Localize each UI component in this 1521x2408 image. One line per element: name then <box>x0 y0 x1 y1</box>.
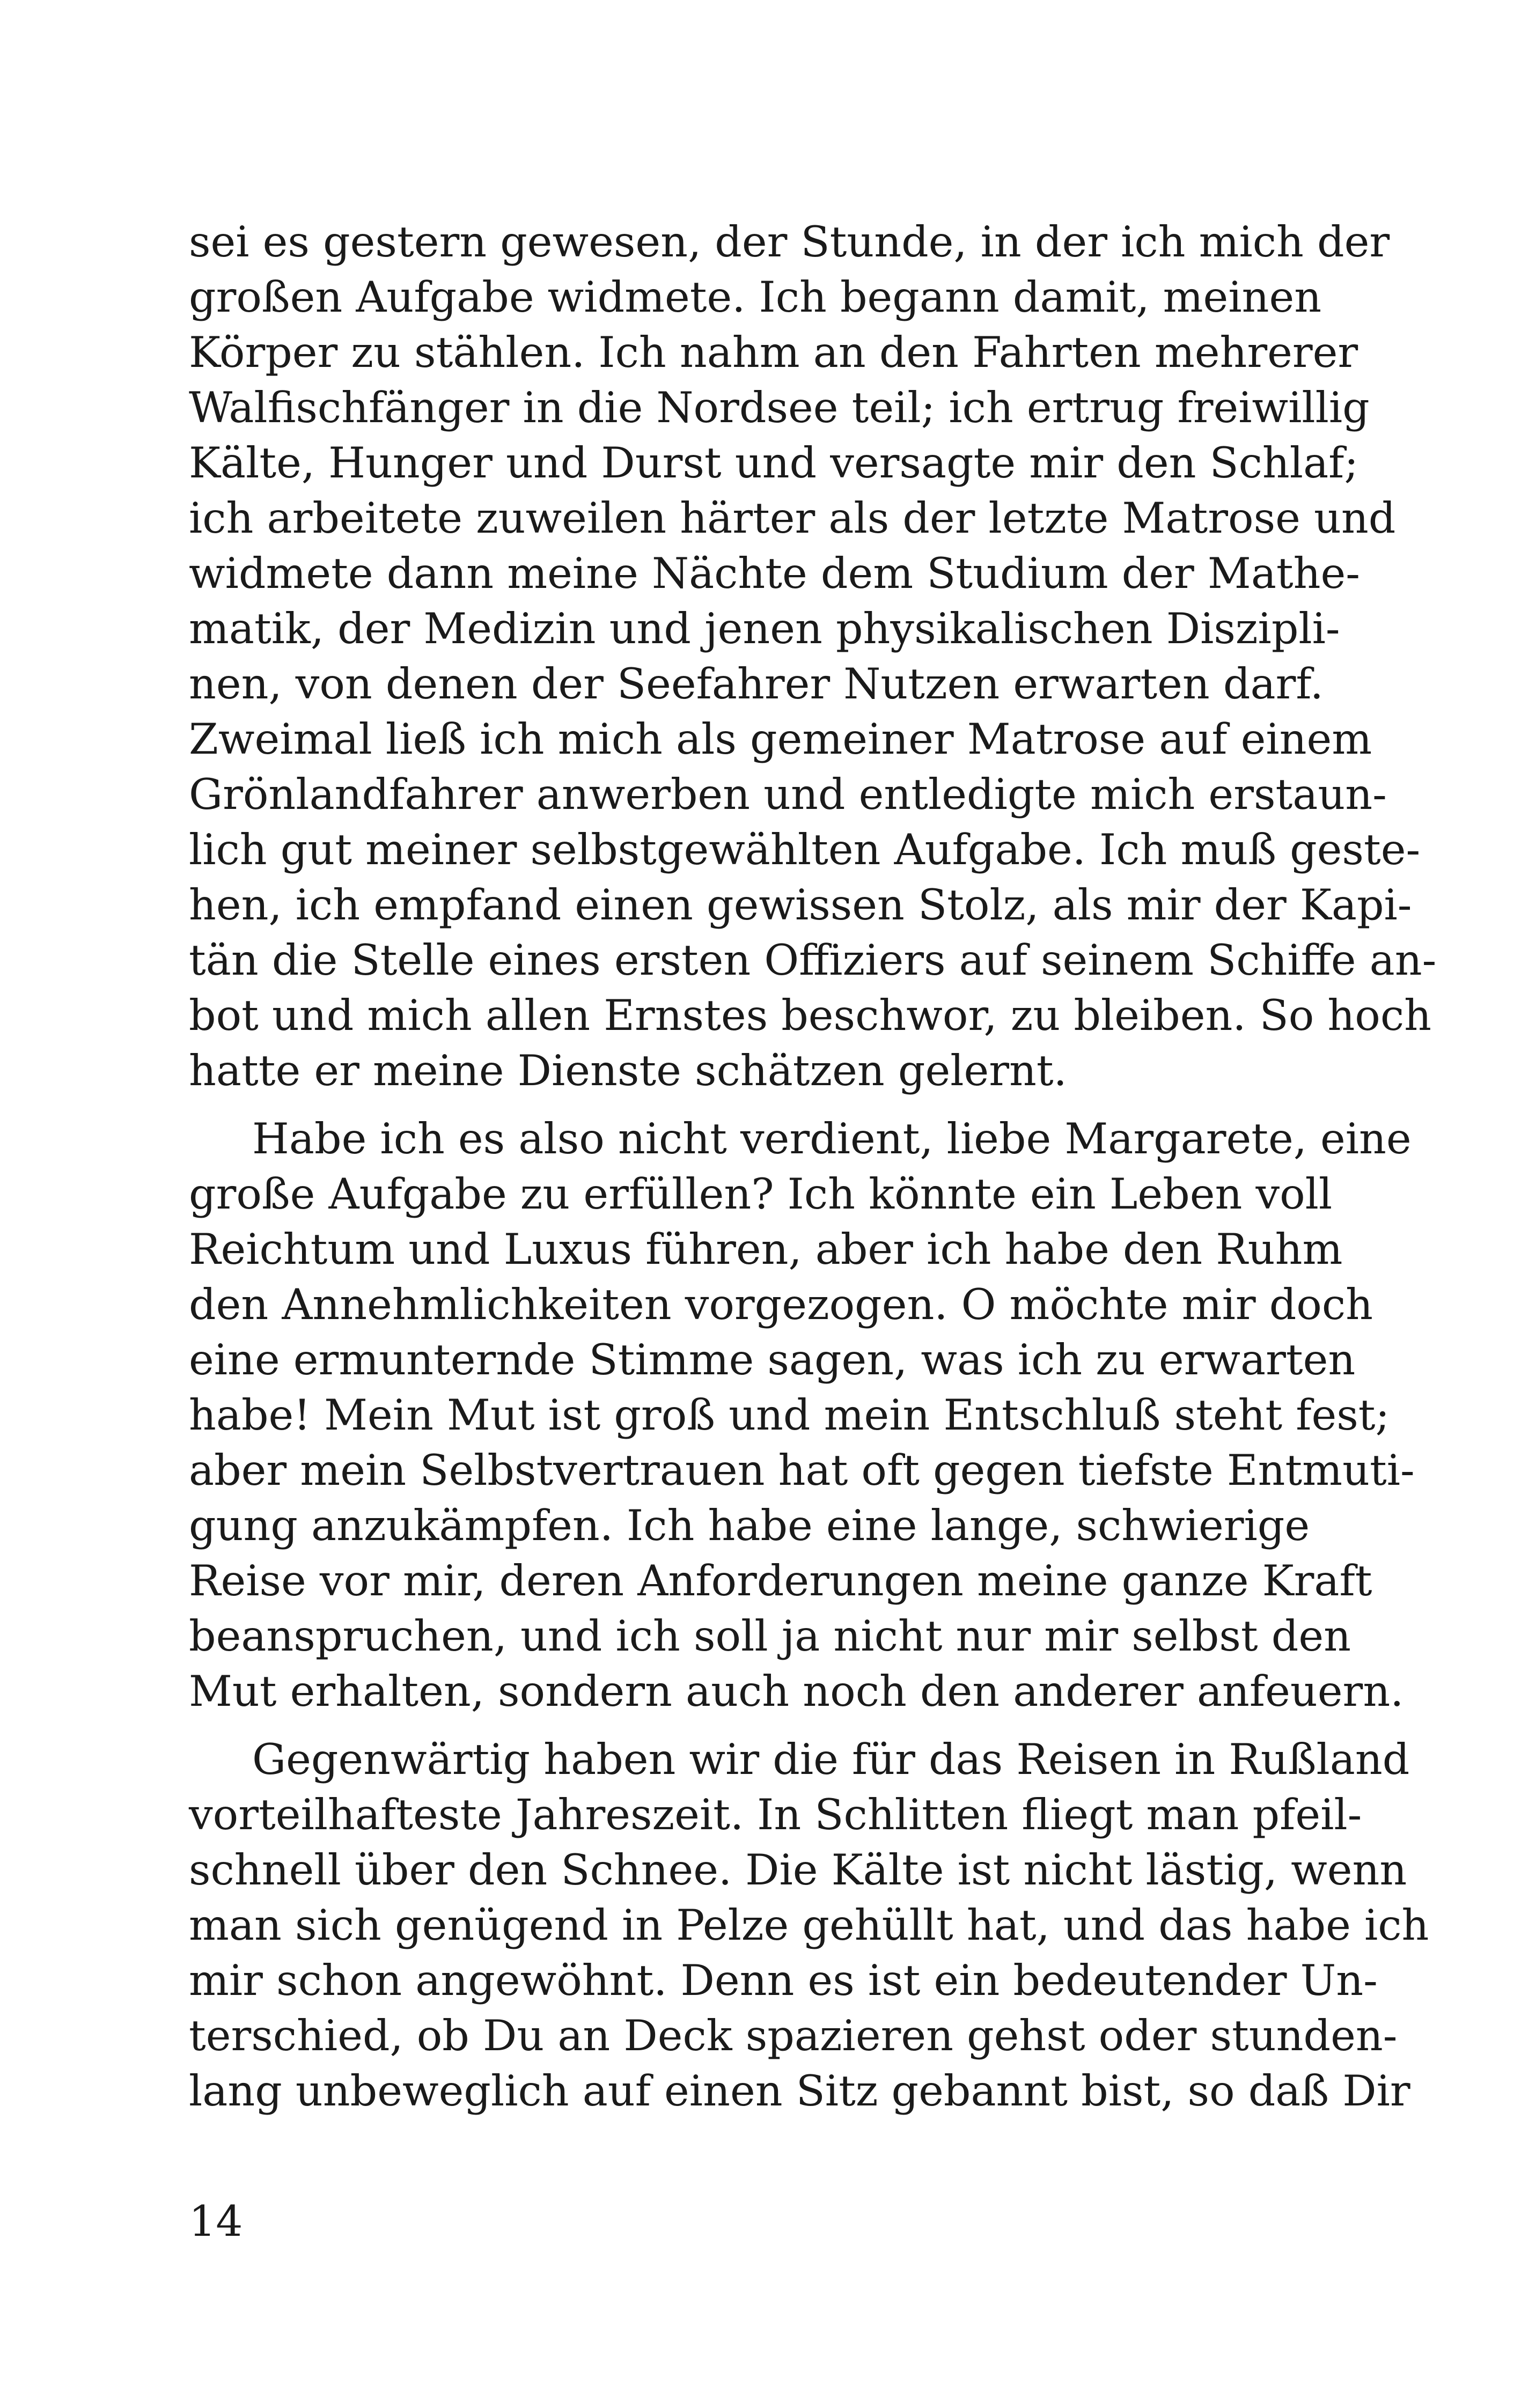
body-text <box>189 215 1437 2119</box>
text-line: den Annehmlichkeiten vorgezogen. O möchte mir doch <box>189 1280 1373 1329</box>
text-line: großen Aufgabe widmete. Ich begann damit, meinen <box>189 273 1322 322</box>
text-line: gung anzukämpfen. Ich habe eine lange, schwierige <box>189 1501 1310 1550</box>
text-line: habe! Mein Mut ist groß und mein Entschluß steht fest; <box>189 1390 1390 1440</box>
text-line: widmete dann meine Nächte dem Studium der Mathe- <box>189 549 1360 598</box>
text-line: mir schon angewöhnt. Denn es ist ein bedeutender Un- <box>189 1956 1378 2005</box>
paragraph-spacer <box>189 1719 1302 1732</box>
text-line: Körper zu stählen. Ich nahm an den Fahrten mehrerer <box>189 328 1358 377</box>
text-line: man sich genügend in Pelze gehüllt hat, und das habe ich <box>189 1901 1429 1950</box>
text-line: Reise vor mir, deren Anforderungen meine ganze Kraft <box>189 1556 1372 1606</box>
text-line: Walfischfänger in die Nordsee teil; ich ertrug freiwillig <box>189 383 1370 432</box>
paragraph <box>189 1111 1415 1719</box>
text-line: große Aufgabe zu erfüllen? Ich könnte ein Leben voll <box>189 1169 1333 1219</box>
text-line: Reichtum und Luxus führen, aber ich habe den Ruhm <box>189 1225 1343 1274</box>
text-line: Kälte, Hunger und Durst und versagte mir den Schlaf; <box>189 438 1359 488</box>
text-line: lich gut meiner selbstgewählten Aufgabe. Ich muß geste- <box>189 825 1421 874</box>
text-line: Gegenwärtig haben wir die für das Reisen in Rußland <box>252 1735 1410 1784</box>
text-line: eine ermunternde Stimme sagen, was ich zu erwarten <box>189 1335 1356 1385</box>
text-line: nen, von denen der Seefahrer Nutzen erwarten darf. <box>189 659 1324 709</box>
text-line: Zweimal ließ ich mich als gemeiner Matrose auf einem <box>189 715 1372 764</box>
paragraph <box>189 215 1437 1099</box>
text-line: beanspruchen, und ich soll ja nicht nur mir selbst den <box>189 1611 1351 1661</box>
paragraph <box>189 1732 1429 2119</box>
text-line: sei es gestern gewesen, der Stunde, in der ich mich der <box>189 217 1390 267</box>
paragraph-spacer <box>189 1099 1302 1111</box>
page-number: 14 <box>189 2197 243 2246</box>
text-line: tän die Stelle eines ersten Offiziers auf seinem Schiffe an- <box>189 936 1437 985</box>
text-line: ich arbeitete zuweilen härter als der letzte Matrose und <box>189 494 1396 543</box>
text-line: matik, der Medizin und jenen physikalischen Diszipli- <box>189 604 1340 653</box>
text-line: vorteilhafteste Jahreszeit. In Schlitten fliegt man pfeil- <box>189 1790 1362 1839</box>
text-line: lang unbeweglich auf einen Sitz gebannt bist, so daß Dir <box>189 2066 1410 2116</box>
text-line: hen, ich empfand einen gewissen Stolz, als mir der Kapi- <box>189 880 1412 930</box>
text-line: terschied, ob Du an Deck spazieren gehst oder stunden- <box>189 2011 1398 2060</box>
text-line: bot und mich allen Ernstes beschwor, zu bleiben. So hoch <box>189 991 1431 1040</box>
text-line: Habe ich es also nicht verdient, liebe Margarete, eine <box>252 1114 1412 1164</box>
text-line: aber mein Selbstvertrauen hat oft gegen tiefste Entmuti- <box>189 1446 1415 1495</box>
text-line: hatte er meine Dienste schätzen gelernt. <box>189 1046 1067 1095</box>
text-line: Grönlandfahrer anwerben und entledigte mich erstaun- <box>189 770 1387 819</box>
text-line: Mut erhalten, sondern auch noch den anderer anfeuern. <box>189 1667 1404 1716</box>
text-line: schnell über den Schnee. Die Kälte ist nicht lästig, wenn <box>189 1845 1407 1895</box>
